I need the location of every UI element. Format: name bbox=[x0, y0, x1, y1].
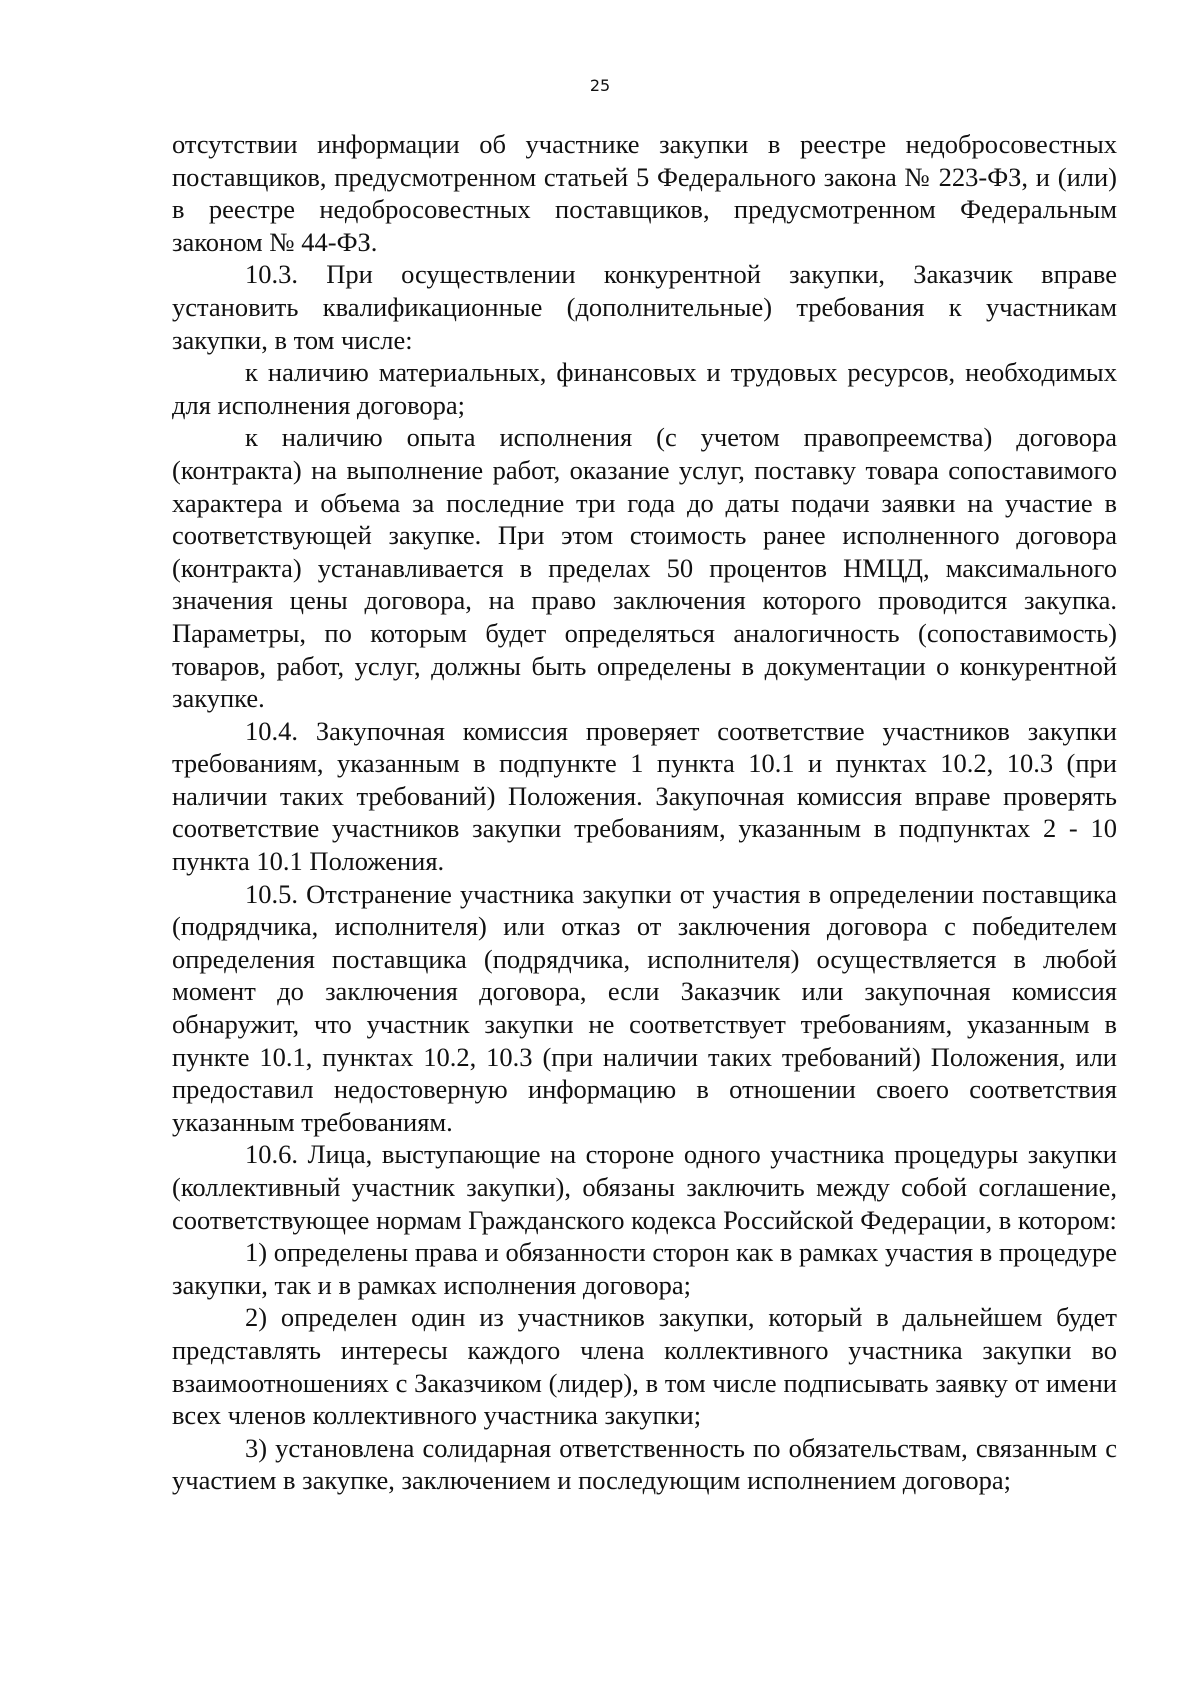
document-body bbox=[172, 128, 1117, 1497]
paragraph-10-5: 10.5. Отстранение участника закупки от участия в определении поставщика (подрядчика, исполнителя) или отказ от заключения договора с победителем определения поставщика (подрядчика, исполнителя) осуществляется в любой момент до заключения договора, если Заказчик или закупочная комиссия обнаружит, что участник закупки не соответствует требованиям, указанным в пункте 10.1, пунктах 10.2, 10.3 (при наличии таких требований) Положения, или предоставил недостоверную информацию в отношении своего соответствия указанным требованиям. bbox=[172, 878, 1117, 1137]
paragraph-10-3: 10.3. При осуществлении конкурентной закупки, Заказчик вправе установить квалификационные (дополнительные) требования к участникам закупки, в том числе: bbox=[172, 259, 1117, 355]
paragraph-10-6: 10.6. Лица, выступающие на стороне одного участника процедуры закупки (коллективный участник закупки), обязаны заключить между собой соглашение, соответствующее нормам Гражданского кодекса Российской Федерации, в котором: bbox=[172, 1139, 1117, 1235]
paragraph-experience: к наличию опыта исполнения (с учетом правопреемства) договора (контракта) на выполнение работ, оказание услуг, поставку товара сопоставимого характера и объема за последние три года до даты подачи заявки на участие в соответствующей закупке. При этом стоимость ранее исполненного договора (контракта) устанавливается в пределах 50 процентов НМЦД, максимального значения цены договора, на право заключения которого проводится закупка. Параметры, по которым будет определяться аналогичность (сопоставимость) товаров, работ, услуг, должны быть определены в документации о конкурентной закупке. bbox=[172, 422, 1117, 714]
list-item-3: 3) установлена солидарная ответственность по обязательствам, связанным с участием в закупке, заключением и последующим исполнением договора; bbox=[172, 1432, 1117, 1496]
paragraph-10-4: 10.4. Закупочная комиссия проверяет соответствие участников закупки требованиям, указанным в подпункте 1 пункта 10.1 и пунктах 10.2, 10.3 (при наличии таких требований) Положения. Закупочная комиссия вправе проверять соответствие участников закупки требованиям, указанным в подпунктах 2 - 10 пункта 10.1 Положения. bbox=[172, 715, 1117, 877]
page-number: 25 bbox=[589, 76, 611, 95]
list-item-1: 1) определены права и обязанности сторон как в рамках участия в процедуре закупки, так и в рамках исполнения договора; bbox=[172, 1237, 1117, 1300]
paragraph-continuation: отсутствии информации об участнике закупки в реестре недобросовестных поставщиков, предусмотренном статьей 5 Федерального закона № 223-ФЗ, и (или) в реестре недобросовестных поставщиков, предусмотренном Федеральным законом № 44-ФЗ. bbox=[172, 129, 1117, 257]
paragraph-resources: к наличию материальных, финансовых и трудовых ресурсов, необходимых для исполнения договора; bbox=[172, 357, 1117, 420]
list-item-2: 2) определен один из участников закупки, который в дальнейшем будет представлять интересы каждого члена коллективного участника закупки во взаимоотношениях с Заказчиком (лидер), в том числе подписывать заявку от имени всех членов коллективного участника закупки; bbox=[172, 1302, 1117, 1431]
